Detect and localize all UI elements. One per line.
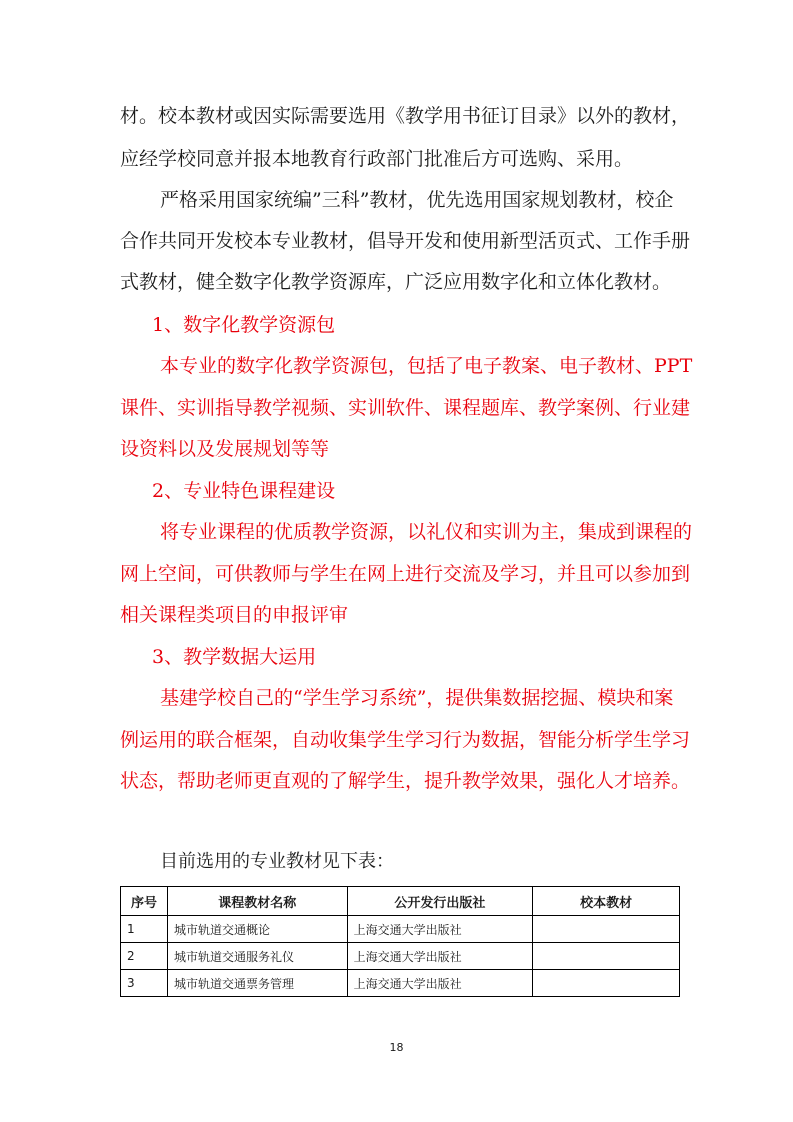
column-header: 课程教材名称 xyxy=(167,887,347,916)
table-cell: 城市轨道交通票务管理 xyxy=(167,970,347,997)
red-text-line: 例运用的联合框架，自动收集学生学习行为数据，智能分析学生学习 xyxy=(120,729,691,751)
table-cell xyxy=(533,970,680,997)
body-text-line: 材。校本教材或因实际需要选用《教学用书征订目录》以外的教材， xyxy=(120,105,691,127)
red-text-line: 状态，帮助老师更直观的了解学生，提升教学效果，强化人才培养。 xyxy=(120,770,691,792)
red-text-line: 设资料以及发展规划等等 xyxy=(120,438,330,460)
section-heading: 3、教学数据大运用 xyxy=(152,646,317,668)
table-row xyxy=(121,916,680,943)
column-header: 校本教材 xyxy=(533,887,680,916)
table-cell: 2 xyxy=(121,943,168,970)
column-header: 序号 xyxy=(121,887,168,916)
table-cell: 3 xyxy=(121,970,168,997)
red-text-line: 课件、实训指导教学视频、实训软件、课程题库、教学案例、行业建 xyxy=(120,397,691,419)
table-row xyxy=(121,970,680,997)
table-row xyxy=(121,943,680,970)
page-number: 18 xyxy=(389,1041,404,1054)
table-cell xyxy=(533,943,680,970)
section-heading: 1、数字化教学资源包 xyxy=(152,314,336,336)
red-text-line: 基建学校自己的“学生学习系统”，提供集数据挖掘、模块和案 xyxy=(160,687,674,709)
red-text-line: 本专业的数字化教学资源包，包括了电子教案、电子教材、PPT xyxy=(160,355,693,377)
table-cell: 上海交通大学出版社 xyxy=(347,943,533,970)
body-text-line: 应经学校同意并报本地教育行政部门批准后方可选购、采用。 xyxy=(120,148,634,170)
table-cell: 城市轨道交通概论 xyxy=(167,916,347,943)
red-text-line: 相关课程类项目的申报评审 xyxy=(120,604,349,626)
body-text-line: 合作共同开发校本专业教材，倡导开发和使用新型活页式、工作手册 xyxy=(120,230,691,252)
body-text-line: 严格采用国家统编”三科”教材，优先选用国家规划教材，校企 xyxy=(160,189,674,211)
red-text-line: 网上空间，可供教师与学生在网上进行交流及学习，并且可以参加到 xyxy=(120,563,691,585)
table-cell: 城市轨道交通服务礼仪 xyxy=(167,943,347,970)
table-header-row xyxy=(121,887,680,916)
body-text-line: 式教材，健全数字化教学资源库，广泛应用数字化和立体化教材。 xyxy=(120,271,672,293)
table-cell: 上海交通大学出版社 xyxy=(347,970,533,997)
textbook-table xyxy=(120,886,680,997)
column-header: 公开发行出版社 xyxy=(347,887,533,916)
table-cell xyxy=(533,916,680,943)
section-heading: 2、专业特色课程建设 xyxy=(152,480,336,502)
red-text-line: 将专业课程的优质教学资源，以礼仪和实训为主，集成到课程的 xyxy=(160,521,693,543)
table-cell: 上海交通大学出版社 xyxy=(347,916,533,943)
table-cell: 1 xyxy=(121,916,168,943)
table-caption: 目前选用的专业教材见下表： xyxy=(160,851,394,872)
